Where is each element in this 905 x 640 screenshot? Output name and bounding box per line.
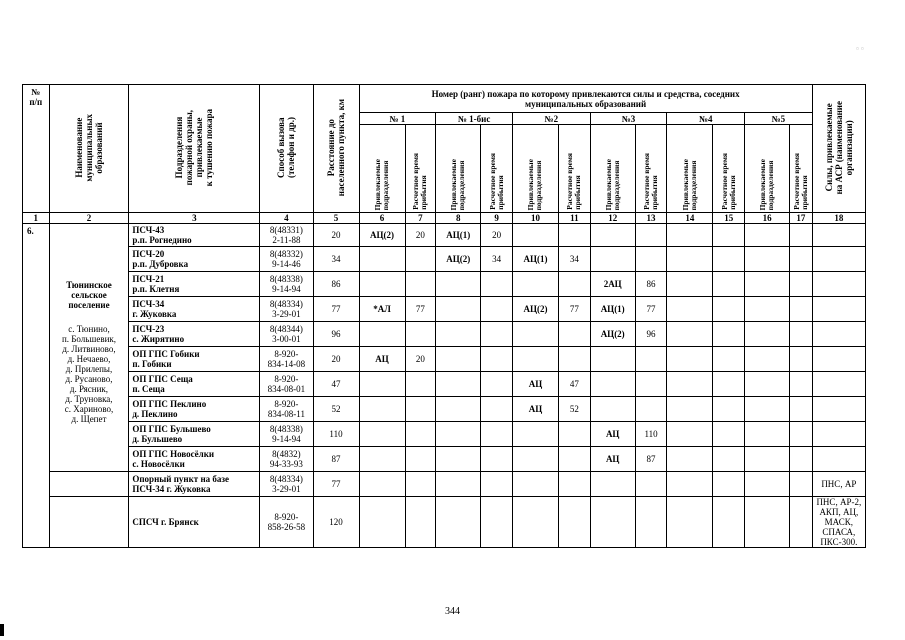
arrival-time-cell <box>790 472 813 497</box>
table-row <box>23 497 866 548</box>
column-index: 13 <box>635 213 667 224</box>
arrival-time-cell <box>481 297 513 322</box>
page-number: 344 <box>445 606 460 617</box>
corner-mark: ▫ ▫ <box>856 44 864 53</box>
arrival-time-cell <box>481 347 513 372</box>
distance-km: 20 <box>313 224 359 247</box>
assigned-units-cell: АЦ <box>512 397 558 422</box>
arrival-time-cell <box>558 497 590 548</box>
table-row <box>23 272 866 297</box>
assigned-units-cell <box>745 297 790 322</box>
asr-forces <box>812 447 865 472</box>
unit-name: ПСЧ-21 р.п. Клетня <box>129 272 260 297</box>
call-phone: 8(48344) 3-00-01 <box>260 322 313 347</box>
table-row <box>23 322 866 347</box>
header-method: Способ вызова (телефон и др.) <box>260 85 313 213</box>
call-phone: 8-920- 834-14-08 <box>260 347 313 372</box>
rank-header: №2 <box>512 113 590 125</box>
sub-header-time: Расчетное время прибытия <box>405 125 436 213</box>
assigned-units-cell <box>359 397 405 422</box>
assigned-units-cell: *АЛ <box>359 297 405 322</box>
assigned-units-cell <box>359 322 405 347</box>
arrival-time-cell: 87 <box>635 447 667 472</box>
column-index: 7 <box>405 213 436 224</box>
unit-name: ПСЧ-43 р.п. Рогнедино <box>129 224 260 247</box>
unit-name: ПСЧ-20 р.п. Дубровка <box>129 247 260 272</box>
unit-name: Опорный пункт на базе ПСЧ-34 г. Жуковка <box>129 472 260 497</box>
column-index: 16 <box>745 213 790 224</box>
assigned-units-cell <box>667 447 713 472</box>
assigned-units-cell: АЦ(2) <box>359 224 405 247</box>
call-phone: 8(48334) 3-29-01 <box>260 297 313 322</box>
arrival-time-cell <box>405 422 436 447</box>
arrival-time-cell: 96 <box>635 322 667 347</box>
arrival-time-cell <box>790 347 813 372</box>
table-row <box>23 447 866 472</box>
assigned-units-cell <box>745 224 790 247</box>
arrival-time-cell <box>713 247 745 272</box>
scan-edge-mark <box>0 624 4 636</box>
unit-name: ОП ГПС Бульшево д. Бульшево <box>129 422 260 447</box>
arrival-time-cell: 47 <box>558 372 590 397</box>
assigned-units-cell <box>745 397 790 422</box>
unit-name: ОП ГПС Новосёлки с. Новосёлки <box>129 447 260 472</box>
distance-km: 96 <box>313 322 359 347</box>
assigned-units-cell <box>745 272 790 297</box>
assigned-units-cell <box>745 322 790 347</box>
distance-km: 77 <box>313 472 359 497</box>
assigned-units-cell <box>667 272 713 297</box>
assigned-units-cell <box>359 472 405 497</box>
column-index: 12 <box>590 213 635 224</box>
asr-forces <box>812 297 865 322</box>
settlement-cell-empty <box>49 497 129 548</box>
arrival-time-cell <box>481 447 513 472</box>
arrival-time-cell <box>713 297 745 322</box>
rank-header: №3 <box>590 113 667 125</box>
arrival-time-cell: 34 <box>558 247 590 272</box>
assigned-units-cell <box>745 497 790 548</box>
assigned-units-cell <box>512 224 558 247</box>
assigned-units-cell <box>512 497 558 548</box>
column-index: 1 <box>23 213 50 224</box>
column-index: 9 <box>481 213 513 224</box>
column-index: 10 <box>512 213 558 224</box>
header-municipal: Наименование муниципальных образований <box>49 85 129 213</box>
table-row <box>23 224 866 247</box>
arrival-time-cell <box>481 372 513 397</box>
unit-name: ПСЧ-23 с. Жирятино <box>129 322 260 347</box>
unit-name: ОП ГПС Гобики п. Гобики <box>129 347 260 372</box>
assigned-units-cell <box>359 247 405 272</box>
distance-km: 86 <box>313 272 359 297</box>
arrival-time-cell <box>713 322 745 347</box>
unit-name: ПСЧ-34 г. Жуковка <box>129 297 260 322</box>
assigned-units-cell <box>512 472 558 497</box>
assigned-units-cell <box>436 447 481 472</box>
arrival-time-cell: 52 <box>558 397 590 422</box>
arrival-time-cell <box>405 447 436 472</box>
table-row <box>23 347 866 372</box>
assigned-units-cell <box>590 224 635 247</box>
assigned-units-cell <box>590 397 635 422</box>
column-index: 5 <box>313 213 359 224</box>
assigned-units-cell <box>590 472 635 497</box>
sub-header-time: Расчетное время прибытия <box>713 125 745 213</box>
assigned-units-cell <box>745 247 790 272</box>
rank-header: № 1-бис <box>436 113 513 125</box>
call-phone: 8(48338) 9-14-94 <box>260 422 313 447</box>
arrival-time-cell: 20 <box>405 347 436 372</box>
assigned-units-cell <box>436 322 481 347</box>
assigned-units-cell <box>436 497 481 548</box>
sub-header-units: Привлекаемые подразделения <box>667 125 713 213</box>
table-row <box>23 397 866 422</box>
call-phone: 8(48332) 9-14-46 <box>260 247 313 272</box>
assigned-units-cell: АЦ <box>512 372 558 397</box>
asr-forces: ПНС, АР <box>812 472 865 497</box>
header-units: Подразделения пожарной охраны, привлекаемые к тушению пожара <box>129 85 260 213</box>
asr-forces <box>812 322 865 347</box>
unit-name: ОП ГПС Пеклино д. Пеклино <box>129 397 260 422</box>
rank-header: №4 <box>667 113 745 125</box>
arrival-time-cell <box>558 422 590 447</box>
arrival-time-cell <box>405 247 436 272</box>
assigned-units-cell <box>590 247 635 272</box>
arrival-time-cell <box>713 397 745 422</box>
arrival-time-cell <box>558 272 590 297</box>
arrival-time-cell <box>790 397 813 422</box>
call-phone: 8(48331) 2-11-88 <box>260 224 313 247</box>
sub-header-units: Привлекаемые подразделения <box>512 125 558 213</box>
column-index: 3 <box>129 213 260 224</box>
assigned-units-cell <box>359 447 405 472</box>
header-num: № п/п <box>23 85 50 213</box>
sub-header-units: Привлекаемые подразделения <box>359 125 405 213</box>
arrival-time-cell <box>481 322 513 347</box>
assigned-units-cell <box>745 472 790 497</box>
arrival-time-cell <box>713 372 745 397</box>
column-index: 17 <box>790 213 813 224</box>
arrival-time-cell <box>558 322 590 347</box>
assigned-units-cell: АЦ(1) <box>512 247 558 272</box>
arrival-time-cell <box>405 472 436 497</box>
arrival-time-cell <box>558 347 590 372</box>
distance-km: 52 <box>313 397 359 422</box>
distance-km: 20 <box>313 347 359 372</box>
unit-name: ОП ГПС Сеща п. Сеща <box>129 372 260 397</box>
distance-km: 34 <box>313 247 359 272</box>
arrival-time-cell <box>481 472 513 497</box>
sub-header-time: Расчетное время прибытия <box>481 125 513 213</box>
assigned-units-cell <box>590 497 635 548</box>
arrival-time-cell: 77 <box>635 297 667 322</box>
asr-forces <box>812 397 865 422</box>
assigned-units-cell <box>359 372 405 397</box>
assigned-units-cell: АЦ <box>590 447 635 472</box>
arrival-time-cell <box>481 272 513 297</box>
arrival-time-cell <box>558 447 590 472</box>
arrival-time-cell <box>405 397 436 422</box>
asr-forces <box>812 224 865 247</box>
assigned-units-cell <box>667 372 713 397</box>
column-index: 18 <box>812 213 865 224</box>
arrival-time-cell <box>635 347 667 372</box>
assigned-units-cell <box>436 347 481 372</box>
table-row <box>23 422 866 447</box>
asr-forces <box>812 372 865 397</box>
asr-forces <box>812 422 865 447</box>
column-index: 14 <box>667 213 713 224</box>
arrival-time-cell <box>405 497 436 548</box>
assigned-units-cell: АЦ(2) <box>436 247 481 272</box>
sub-header-units: Привлекаемые подразделения <box>590 125 635 213</box>
assigned-units-cell <box>436 422 481 447</box>
assigned-units-cell <box>436 297 481 322</box>
sub-header-units: Привлекаемые подразделения <box>436 125 481 213</box>
arrival-time-cell <box>635 247 667 272</box>
assigned-units-cell <box>436 272 481 297</box>
assigned-units-cell: АЦ(1) <box>590 297 635 322</box>
assigned-units-cell <box>745 347 790 372</box>
table-row <box>23 472 866 497</box>
arrival-time-cell <box>635 397 667 422</box>
assigned-units-cell <box>745 447 790 472</box>
distance-km: 110 <box>313 422 359 447</box>
assigned-units-cell <box>590 347 635 372</box>
arrival-time-cell: 20 <box>405 224 436 247</box>
assigned-units-cell: АЦ(2) <box>512 297 558 322</box>
distance-km: 120 <box>313 497 359 548</box>
arrival-time-cell <box>790 447 813 472</box>
call-phone: 8-920- 858-26-58 <box>260 497 313 548</box>
rank-header: №5 <box>745 113 813 125</box>
arrival-time-cell <box>635 472 667 497</box>
assigned-units-cell: АЦ(2) <box>590 322 635 347</box>
sub-header-units: Привлекаемые подразделения <box>745 125 790 213</box>
arrival-time-cell <box>405 372 436 397</box>
column-index: 6 <box>359 213 405 224</box>
table-row <box>23 297 866 322</box>
settlement-villages: с. Тюнино, п. Большевик, д. Литвиново, д. Нечаево, д. Прилепы, д. Русаново, д. Рясник, д. Труновка, с. Хариново, д. Щепет <box>61 324 117 424</box>
arrival-time-cell <box>790 497 813 548</box>
call-phone: 8-920- 834-08-01 <box>260 372 313 397</box>
assigned-units-cell <box>745 422 790 447</box>
asr-forces <box>812 272 865 297</box>
assigned-units-cell <box>512 422 558 447</box>
assigned-units-cell <box>512 322 558 347</box>
assigned-units-cell <box>512 347 558 372</box>
arrival-time-cell <box>790 272 813 297</box>
distance-km: 77 <box>313 297 359 322</box>
arrival-time-cell <box>481 397 513 422</box>
assigned-units-cell <box>745 372 790 397</box>
distance-km: 47 <box>313 372 359 397</box>
assigned-units-cell <box>667 422 713 447</box>
assigned-units-cell: АЦ(1) <box>436 224 481 247</box>
call-phone: 8-920- 834-08-11 <box>260 397 313 422</box>
sub-header-time: Расчетное время прибытия <box>790 125 813 213</box>
assigned-units-cell <box>667 224 713 247</box>
arrival-time-cell <box>713 447 745 472</box>
assigned-units-cell <box>667 497 713 548</box>
assigned-units-cell <box>667 297 713 322</box>
column-index: 4 <box>260 213 313 224</box>
arrival-time-cell <box>713 347 745 372</box>
arrival-time-cell <box>790 247 813 272</box>
arrival-time-cell: 110 <box>635 422 667 447</box>
assigned-units-cell <box>667 247 713 272</box>
distance-km: 87 <box>313 447 359 472</box>
arrival-time-cell <box>635 497 667 548</box>
arrival-time-cell <box>713 422 745 447</box>
assigned-units-cell <box>436 372 481 397</box>
sub-header-time: Расчетное время прибытия <box>558 125 590 213</box>
assigned-units-cell <box>512 447 558 472</box>
column-index: 8 <box>436 213 481 224</box>
settlement-cell <box>49 224 129 472</box>
arrival-time-cell <box>558 224 590 247</box>
assigned-units-cell <box>359 497 405 548</box>
assigned-units-cell <box>667 397 713 422</box>
arrival-time-cell <box>713 497 745 548</box>
settlement-cell-empty <box>49 472 129 497</box>
arrival-time-cell <box>790 422 813 447</box>
assigned-units-cell <box>359 422 405 447</box>
arrival-time-cell <box>558 472 590 497</box>
arrival-time-cell <box>635 224 667 247</box>
assigned-units-cell: 2АЦ <box>590 272 635 297</box>
arrival-time-cell: 20 <box>481 224 513 247</box>
assigned-units-cell: АЦ <box>359 347 405 372</box>
arrival-time-cell <box>635 372 667 397</box>
rank-header: № 1 <box>359 113 436 125</box>
column-index: 11 <box>558 213 590 224</box>
arrival-time-cell <box>405 322 436 347</box>
column-index: 15 <box>713 213 745 224</box>
arrival-time-cell <box>481 497 513 548</box>
arrival-time-cell <box>713 272 745 297</box>
arrival-time-cell <box>790 372 813 397</box>
arrival-time-cell <box>790 224 813 247</box>
call-phone: 8(4832) 94-33-93 <box>260 447 313 472</box>
assigned-units-cell: АЦ <box>590 422 635 447</box>
header-fire-number: Номер (ранг) пожара по которому привлекаются силы и средства, соседних муниципальных образований <box>359 85 812 113</box>
asr-forces: ПНС, АР-2, АКП, АЦ, МАСК, СПАСА, ПКС-300. <box>812 497 865 548</box>
arrival-time-cell: 77 <box>558 297 590 322</box>
arrival-time-cell: 86 <box>635 272 667 297</box>
arrival-time-cell: 34 <box>481 247 513 272</box>
assigned-units-cell <box>436 472 481 497</box>
assigned-units-cell <box>436 397 481 422</box>
settlement-number: 6. <box>23 224 50 548</box>
assigned-units-cell <box>667 472 713 497</box>
sub-header-time: Расчетное время прибытия <box>635 125 667 213</box>
header-distance: Расстояние до населенного пункта, км <box>313 85 359 213</box>
arrival-time-cell <box>790 322 813 347</box>
arrival-time-cell <box>790 297 813 322</box>
arrival-time-cell <box>713 472 745 497</box>
call-phone: 8(48338) 9-14-94 <box>260 272 313 297</box>
arrival-time-cell <box>481 422 513 447</box>
assigned-units-cell <box>359 272 405 297</box>
table-row <box>23 247 866 272</box>
call-phone: 8(48334) 3-29-01 <box>260 472 313 497</box>
settlement-title: Тюнинское сельское поселение <box>66 280 112 310</box>
fire-resources-table <box>22 84 866 548</box>
table-row <box>23 372 866 397</box>
arrival-time-cell: 77 <box>405 297 436 322</box>
unit-name: СПСЧ г. Брянск <box>129 497 260 548</box>
arrival-time-cell <box>405 272 436 297</box>
asr-forces <box>812 247 865 272</box>
assigned-units-cell <box>667 347 713 372</box>
header-asr: Силы, привлекаемые на АСР (наименование организации) <box>812 85 865 213</box>
arrival-time-cell <box>713 224 745 247</box>
asr-forces <box>812 347 865 372</box>
assigned-units-cell <box>667 322 713 347</box>
column-index: 2 <box>49 213 129 224</box>
assigned-units-cell <box>512 272 558 297</box>
assigned-units-cell <box>590 372 635 397</box>
